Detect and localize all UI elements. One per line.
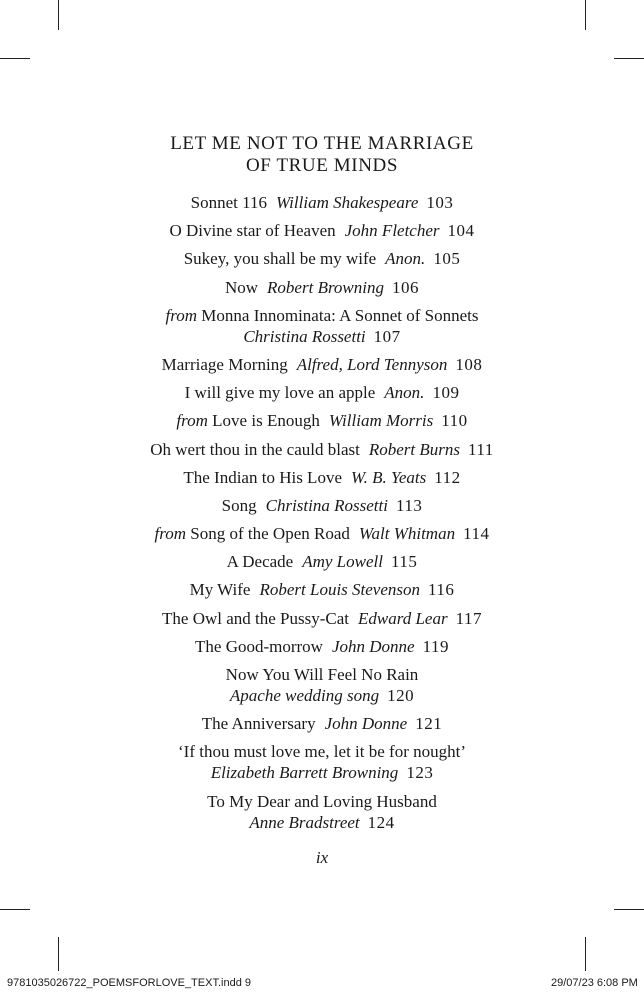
toc-entry[interactable] [0,551,644,572]
toc-entry[interactable] [0,791,644,833]
poem-author: Christina Rossetti [265,495,388,515]
toc-entry[interactable] [0,382,644,403]
toc-entry-second-line [0,326,644,347]
poem-author: Anon. [385,249,426,269]
poem-author: Apache wedding song [229,686,380,705]
crop-mark-bottom-right-h [614,909,644,910]
poem-title: Song [221,495,257,515]
crop-mark-top-left [58,0,59,30]
section-heading-line-1: LET ME NOT TO THE MARRIAGE [170,133,474,154]
toc-entry[interactable] [0,220,644,241]
page-number: 110 [441,411,468,431]
toc-entry[interactable] [0,495,644,516]
crop-mark-top-right-h [614,58,644,59]
poem-author: Edward Lear [358,608,448,628]
toc-entry[interactable] [0,305,644,347]
page-number: 107 [373,326,401,346]
poem-author: John Donne [331,636,415,656]
page-number: 109 [432,383,460,403]
poem-author: John Fletcher [344,221,440,241]
poem-author: John Donne [324,714,408,734]
poem-title: Love is Enough [212,411,320,431]
toc-entry-second-line [0,762,644,783]
poem-title: Sukey, you shall be my wife [183,249,377,269]
page-number: 120 [387,686,415,705]
poem-author: William Shakespeare [275,193,419,212]
slug-timestamp: 29/07/23 6:08 PM [551,977,638,989]
page-number: 106 [392,277,419,297]
toc-entry-second-line [0,685,644,706]
poem-title: Monna Innominata: A Sonnet of Sonnets [201,305,479,325]
page-number: 114 [463,524,490,544]
toc-entry[interactable] [0,523,644,544]
poem-title: Now You Will Feel No Rain [225,665,419,684]
poem-title: My Wife [189,580,251,600]
poem-author: W. B. Yeats [351,467,427,487]
excerpt-prefix: from [176,411,208,431]
page-number: 119 [422,636,449,656]
page-number: 116 [428,580,455,600]
toc-entry[interactable] [0,354,644,375]
poem-title: The Indian to His Love [183,467,342,487]
poem-title: O Divine star of Heaven [169,221,336,241]
poem-author: Robert Browning [267,277,384,297]
page-number: 124 [367,812,395,832]
toc-entry[interactable] [0,467,644,488]
contents-list [0,192,644,840]
toc-entry[interactable] [0,439,644,460]
poem-author: Anne Bradstreet [249,812,360,832]
page-number: 113 [395,495,423,515]
poem-title: ‘If thou must love me, let it be for nought’ [178,742,466,762]
section-heading [0,133,644,177]
poem-author: Christina Rossetti [243,326,366,346]
crop-mark-top-right [585,0,586,30]
poem-author: Elizabeth Barrett Browning [210,763,399,783]
page-number: 117 [455,608,482,628]
toc-entry[interactable] [0,713,644,734]
toc-entry-second-line [0,812,644,833]
poem-title: Oh wert thou in the cauld blast [150,439,360,459]
toc-entry[interactable] [0,741,644,783]
crop-mark-bottom-right [585,937,586,971]
toc-entry[interactable] [0,636,644,657]
slug-file-name: 9781035026722_POEMSFORLOVE_TEXT.indd 9 [7,977,251,989]
poem-title: Song of the Open Road [190,524,350,544]
page-number: 123 [406,763,434,783]
folio-page-number: ix [315,848,329,867]
toc-entry[interactable] [0,248,644,269]
poem-author: Walt Whitman [358,524,456,544]
crop-mark-bottom-left [58,937,59,971]
poem-author: Anon. [384,383,425,403]
page-number: 112 [434,467,461,487]
poem-author: Alfred, Lord Tennyson [296,354,448,374]
page-number: 104 [447,221,475,241]
section-heading-line-2: OF TRUE MINDS [245,155,399,176]
poem-author: Robert Louis Stevenson [259,580,421,600]
poem-title: The Anniversary [201,714,316,734]
toc-entry[interactable] [0,410,644,431]
poem-title: To My Dear and Loving Husband [207,791,437,811]
toc-entry[interactable] [0,608,644,629]
excerpt-prefix: from [165,305,198,325]
poem-title: A Decade [226,552,294,572]
crop-mark-top-left-h [0,58,30,59]
poem-title: Now [224,277,259,297]
toc-entry[interactable] [0,579,644,600]
page-number: 111 [468,439,494,459]
page-number: 121 [415,714,443,734]
poem-title: The Owl and the Pussy-Cat [162,608,350,628]
page-number: 108 [455,354,483,374]
poem-title: I will give my love an apple [184,383,376,403]
page-number: 115 [390,552,418,572]
crop-mark-bottom-left-h [0,909,30,910]
poem-title: Marriage Morning [161,354,288,374]
page-number: 103 [426,193,454,212]
page-number: 105 [433,249,461,269]
poem-title: The Good-morrow [195,636,323,656]
toc-entry[interactable] [0,664,644,706]
excerpt-prefix: from [154,524,187,544]
poem-author: Amy Lowell [302,552,383,572]
poem-title: Sonnet 116 [190,193,267,212]
poem-author: Robert Burns [368,439,460,459]
poem-author: William Morris [328,411,434,431]
toc-entry[interactable] [0,192,644,213]
toc-entry[interactable] [0,277,644,298]
